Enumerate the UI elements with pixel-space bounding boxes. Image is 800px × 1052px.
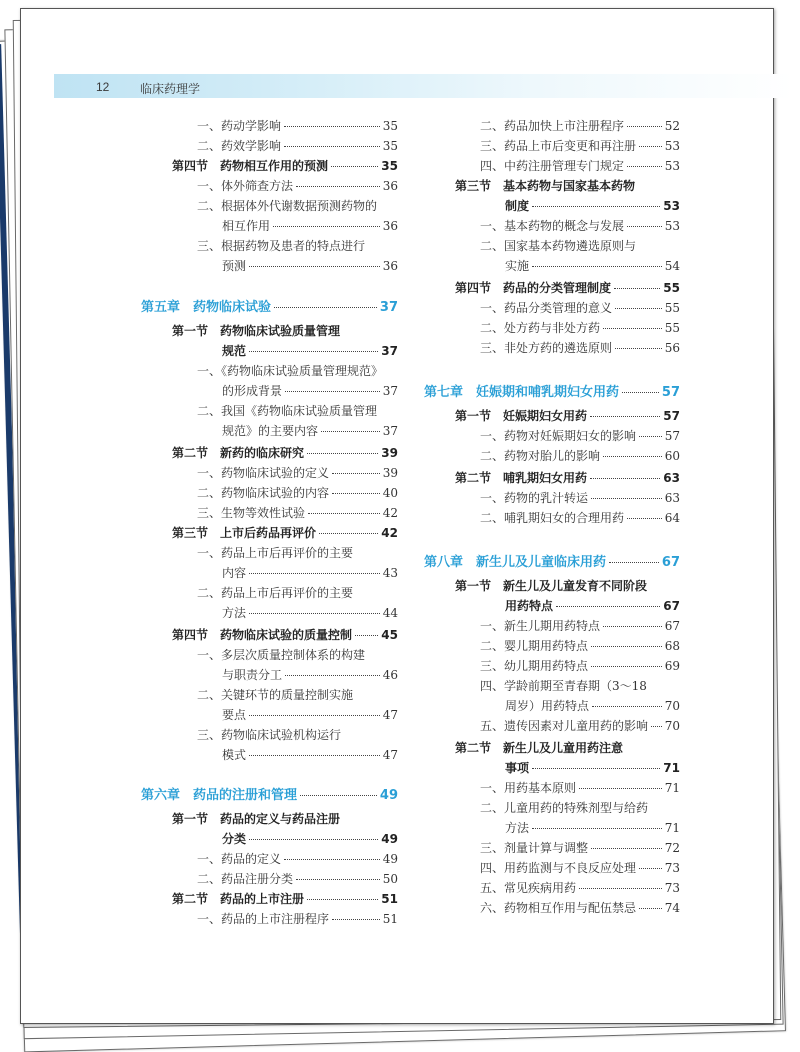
- toc-dot-leader: [592, 705, 662, 707]
- toc-entry-title: 第八章 新生儿及儿童临床用药: [424, 555, 607, 570]
- toc-dot-leader: [284, 858, 380, 860]
- toc-entry-title: 内容: [222, 566, 247, 580]
- toc-item-entry: [480, 511, 680, 525]
- toc-entry-title: 四、用药监测与不良反应处理: [480, 861, 637, 875]
- toc-dot-leader: [332, 472, 380, 474]
- toc-entry-title: 制度: [505, 199, 530, 213]
- toc-dot-leader: [300, 794, 377, 796]
- toc-item-entry: [480, 659, 680, 673]
- toc-item-entry: [480, 639, 680, 653]
- toc-item-entry: [197, 179, 398, 193]
- toc-section-entry: [172, 324, 340, 338]
- book-title: 临床药理学: [140, 82, 201, 96]
- toc-entry-title: 二、药品注册分类: [197, 872, 294, 886]
- toc-entry-title: 六、药物相互作用与配伍禁忌: [480, 901, 637, 915]
- toc-page-number: 71: [663, 761, 680, 775]
- toc-page-number: 42: [381, 526, 398, 540]
- toc-entry-title: 第四节 药物临床试验的质量控制: [172, 628, 353, 642]
- toc-dot-leader: [639, 867, 662, 869]
- toc-dot-leader: [590, 477, 660, 479]
- toc-dot-leader: [591, 847, 662, 849]
- toc-page-number: 53: [664, 159, 680, 173]
- toc-chapter-entry: [424, 556, 680, 570]
- toc-entry-title: 第五章 药物临床试验: [141, 300, 272, 315]
- toc-item-entry: [197, 364, 383, 378]
- toc-section-entry: [172, 159, 398, 173]
- toc-entry-title: 第二节 新生儿及儿童用药注意: [455, 741, 624, 755]
- toc-entry-title: 第一节 妊娠期妇女用药: [455, 409, 588, 423]
- toc-entry-title: 第一节 药品的定义与药品注册: [172, 812, 341, 826]
- toc-page-number: 67: [663, 599, 680, 613]
- toc-section-entry: [505, 599, 680, 613]
- toc-page-number: 63: [664, 491, 680, 505]
- toc-page-number: 43: [382, 566, 398, 580]
- toc-entry-title: 要点: [222, 708, 247, 722]
- toc-item-entry: [197, 648, 365, 662]
- toc-page-number: 68: [664, 639, 680, 653]
- toc-entry-title: 二、药物临床试验的内容: [197, 486, 330, 500]
- toc-entry-title: 五、遗传因素对儿童用药的影响: [480, 719, 649, 733]
- toc-entry-title: 二、药品加快上市注册程序: [480, 119, 625, 133]
- toc-entry-title: 二、我国《药物临床试验质量管理: [197, 404, 378, 418]
- toc-dot-leader: [274, 306, 377, 308]
- toc-page-number: 37: [379, 300, 398, 315]
- toc-page-number: 49: [382, 852, 398, 866]
- toc-entry-title: 三、幼儿期用药特点: [480, 659, 589, 673]
- toc-dot-leader: [332, 918, 380, 920]
- toc-item-entry: [480, 301, 680, 315]
- toc-item-entry: [197, 404, 377, 418]
- toc-page-number: 64: [664, 511, 680, 525]
- toc-dot-leader: [603, 327, 662, 329]
- toc-page-number: 44: [382, 606, 398, 620]
- toc-dot-leader: [651, 725, 662, 727]
- toc-item-entry: [480, 719, 680, 733]
- toc-page-number: 71: [664, 781, 680, 795]
- toc-page-number: 47: [382, 708, 398, 722]
- toc-dot-leader: [639, 435, 662, 437]
- toc-entry-title: 五、常见疾病用药: [480, 881, 577, 895]
- toc-item-entry: [197, 912, 398, 926]
- toc-dot-leader: [591, 497, 662, 499]
- toc-item-entry: [222, 708, 398, 722]
- toc-entry-title: 用药特点: [505, 599, 554, 613]
- toc-page-number: 49: [379, 788, 398, 803]
- toc-entry-title: 第二节 药品的上市注册: [172, 892, 305, 906]
- toc-dot-leader: [590, 415, 660, 417]
- toc-dot-leader: [249, 612, 380, 614]
- toc-item-entry: [480, 781, 680, 795]
- toc-item-entry: [505, 259, 680, 273]
- toc-entry-title: 第二节 哺乳期妇女用药: [455, 471, 588, 485]
- toc-page-number: 45: [381, 628, 398, 642]
- toc-item-entry: [197, 546, 353, 560]
- toc-entry-title: 方法: [222, 606, 247, 620]
- toc-section-entry: [505, 761, 680, 775]
- toc-item-entry: [197, 239, 365, 253]
- toc-page-number: 40: [382, 486, 398, 500]
- toc-item-entry: [480, 841, 680, 855]
- toc-entry-title: 第三节 上市后药品再评价: [172, 526, 317, 540]
- toc-entry-title: 一、药品上市后再评价的主要: [197, 546, 354, 560]
- toc-entry-title: 四、中药注册管理专门规定: [480, 159, 625, 173]
- toc-dot-leader: [249, 265, 380, 267]
- toc-item-entry: [480, 139, 680, 153]
- toc-page-number: 39: [382, 466, 398, 480]
- toc-chapter-entry: [141, 301, 398, 315]
- toc-dot-leader: [307, 898, 378, 900]
- toc-dot-leader: [532, 827, 662, 829]
- toc-entry-title: 的形成背景: [222, 384, 283, 398]
- toc-entry-title: 二、关键环节的质量控制实施: [197, 688, 354, 702]
- toc-entry-title: 第七章 妊娠期和哺乳期妇女用药: [424, 385, 620, 400]
- toc-page-number: 70: [664, 699, 680, 713]
- toc-entry-title: 一、体外筛查方法: [197, 179, 294, 193]
- toc-dot-leader: [556, 605, 660, 607]
- toc-item-entry: [197, 852, 398, 866]
- toc-dot-leader: [615, 307, 662, 309]
- toc-dot-leader: [296, 185, 380, 187]
- toc-item-entry: [222, 566, 398, 580]
- toc-item-entry: [480, 321, 680, 335]
- toc-section-entry: [222, 344, 398, 358]
- toc-entry-title: 三、剂量计算与调整: [480, 841, 589, 855]
- toc-item-entry: [480, 219, 680, 233]
- toc-entry-title: 一、新生儿期用药特点: [480, 619, 601, 633]
- toc-dot-leader: [627, 517, 662, 519]
- toc-page-number: 51: [382, 912, 398, 926]
- toc-entry-title: 周岁）用药特点: [505, 699, 590, 713]
- toc-entry-title: 三、非处方药的遴选原则: [480, 341, 613, 355]
- toc-page-number: 63: [663, 471, 680, 485]
- toc-dot-leader: [285, 674, 380, 676]
- toc-dot-leader: [296, 878, 380, 880]
- toc-page-number: 53: [664, 139, 680, 153]
- toc-page-number: 37: [382, 384, 398, 398]
- toc-page-number: 36: [382, 179, 398, 193]
- toc-section-entry: [455, 409, 680, 423]
- toc-page-number: 36: [382, 219, 398, 233]
- toc-entry-title: 相互作用: [222, 219, 271, 233]
- toc-entry-title: 一、药品分类管理的意义: [480, 301, 613, 315]
- toc-entry-title: 一、用药基本原则: [480, 781, 577, 795]
- toc-dot-leader: [249, 572, 380, 574]
- toc-entry-title: 模式: [222, 748, 247, 762]
- toc-entry-title: 三、生物等效性试验: [197, 506, 306, 520]
- toc-dot-leader: [285, 390, 380, 392]
- toc-dot-leader: [614, 287, 660, 289]
- toc-page-number: 39: [381, 446, 398, 460]
- toc-item-entry: [222, 668, 398, 682]
- toc-page-number: 71: [664, 821, 680, 835]
- toc-section-entry: [172, 892, 398, 906]
- toc-chapter-entry: [424, 386, 680, 400]
- toc-item-entry: [480, 679, 647, 693]
- toc-item-entry: [222, 424, 398, 438]
- toc-item-entry: [222, 219, 398, 233]
- toc-section-entry: [455, 471, 680, 485]
- toc-entry-title: 方法: [505, 821, 530, 835]
- toc-dot-leader: [591, 665, 662, 667]
- toc-page-number: 55: [664, 321, 680, 335]
- toc-entry-title: 与职责分工: [222, 668, 283, 682]
- toc-chapter-entry: [141, 789, 398, 803]
- toc-entry-title: 第六章 药品的注册和管理: [141, 788, 298, 803]
- toc-page-number: 47: [382, 748, 398, 762]
- toc-entry-title: 二、儿童用药的特殊剂型与给药: [480, 801, 649, 815]
- toc-dot-leader: [627, 225, 662, 227]
- toc-dot-leader: [355, 634, 378, 636]
- toc-item-entry: [222, 259, 398, 273]
- toc-entry-title: 第四节 药物相互作用的预测: [172, 159, 329, 173]
- toc-page-number: 73: [664, 881, 680, 895]
- toc-item-entry: [197, 586, 353, 600]
- toc-page-number: 55: [664, 301, 680, 315]
- toc-entry-title: 二、药物对胎儿的影响: [480, 449, 601, 463]
- toc-page-number: 57: [664, 429, 680, 443]
- toc-page-number: 60: [664, 449, 680, 463]
- toc-page-number: 55: [663, 281, 680, 295]
- toc-entry-title: 一、药物临床试验的定义: [197, 466, 330, 480]
- toc-item-entry: [480, 861, 680, 875]
- toc-item-entry: [480, 801, 648, 815]
- toc-entry-title: 三、药物临床试验机构运行: [197, 728, 342, 742]
- toc-page-number: 49: [381, 832, 398, 846]
- toc-page-number: 36: [382, 259, 398, 273]
- toc-dot-leader: [609, 561, 659, 563]
- toc-entry-title: 分类: [222, 832, 247, 846]
- toc-item-entry: [197, 486, 398, 500]
- toc-entry-title: 一、药动学影响: [197, 119, 282, 133]
- toc-page-number: 72: [664, 841, 680, 855]
- toc-dot-leader: [579, 887, 662, 889]
- toc-page-number: 37: [382, 424, 398, 438]
- toc-dot-leader: [591, 645, 662, 647]
- toc-entry-title: 二、国家基本药物遴选原则与: [480, 239, 637, 253]
- toc-dot-leader: [284, 125, 380, 127]
- toc-page-number: 50: [382, 872, 398, 886]
- toc-dot-leader: [532, 767, 660, 769]
- toc-dot-leader: [639, 145, 662, 147]
- toc-item-entry: [480, 449, 680, 463]
- toc-section-entry: [505, 199, 680, 213]
- toc-section-entry: [222, 832, 398, 846]
- toc-page-number: 51: [381, 892, 398, 906]
- toc-item-entry: [505, 821, 680, 835]
- toc-page-number: 74: [664, 901, 680, 915]
- toc-dot-leader: [622, 391, 659, 393]
- toc-item-entry: [505, 699, 680, 713]
- toc-dot-leader: [532, 205, 660, 207]
- toc-page-number: 67: [664, 619, 680, 633]
- toc-dot-leader: [321, 430, 380, 432]
- toc-entry-title: 第一节 新生儿及儿童发育不同阶段: [455, 579, 648, 593]
- toc-item-entry: [480, 429, 680, 443]
- toc-dot-leader: [627, 125, 662, 127]
- toc-entry-title: 一、《药物临床试验质量管理规范》: [197, 364, 384, 378]
- toc-page-number: 53: [664, 219, 680, 233]
- toc-page-number: 37: [381, 344, 398, 358]
- toc-dot-leader: [627, 165, 662, 167]
- toc-page-number: 53: [663, 199, 680, 213]
- toc-section-entry: [172, 446, 398, 460]
- toc-entry-title: 一、药物对妊娠期妇女的影响: [480, 429, 637, 443]
- toc-page-number: 35: [382, 119, 398, 133]
- toc-dot-leader: [249, 350, 378, 352]
- toc-page-number: 52: [664, 119, 680, 133]
- toc-entry-title: 二、婴儿期用药特点: [480, 639, 589, 653]
- toc-item-entry: [222, 606, 398, 620]
- toc-section-entry: [172, 526, 398, 540]
- toc-page-number: 73: [664, 861, 680, 875]
- toc-dot-leader: [284, 145, 380, 147]
- toc-dot-leader: [249, 754, 380, 756]
- toc-item-entry: [197, 872, 398, 886]
- toc-page-number: 56: [664, 341, 680, 355]
- toc-entry-title: 第三节 基本药物与国家基本药物: [455, 179, 636, 193]
- toc-dot-leader: [603, 625, 662, 627]
- toc-dot-leader: [308, 512, 380, 514]
- toc-entry-title: 一、药品的定义: [197, 852, 282, 866]
- toc-entry-title: 事项: [505, 761, 530, 775]
- toc-entry-title: 二、处方药与非处方药: [480, 321, 601, 335]
- toc-section-entry: [172, 628, 398, 642]
- toc-entry-title: 二、药效学影响: [197, 139, 282, 153]
- toc-page-number: 69: [664, 659, 680, 673]
- toc-item-entry: [197, 728, 341, 742]
- toc-entry-title: 规范: [222, 344, 247, 358]
- toc-page-number: 57: [663, 409, 680, 423]
- toc-entry-title: 第一节 药物临床试验质量管理: [172, 324, 341, 338]
- toc-entry-title: 一、药物的乳汁转运: [480, 491, 589, 505]
- page-number: 12: [96, 80, 110, 94]
- toc-dot-leader: [603, 455, 662, 457]
- toc-page-number: 70: [664, 719, 680, 733]
- toc-entry-title: 三、药品上市后变更和再注册: [480, 139, 637, 153]
- toc-dot-leader: [615, 347, 662, 349]
- toc-item-entry: [197, 506, 398, 520]
- toc-entry-title: 四、学龄前期至青春期（3～18: [480, 679, 647, 693]
- toc-item-entry: [480, 491, 680, 505]
- toc-section-entry: [455, 281, 680, 295]
- toc-entry-title: 三、根据药物及患者的特点进行: [197, 239, 366, 253]
- toc-entry-title: 一、多层次质量控制体系的构建: [197, 648, 366, 662]
- toc-item-entry: [197, 688, 353, 702]
- toc-entry-title: 第二节 新药的临床研究: [172, 446, 305, 460]
- toc-entry-title: 规范》的主要内容: [222, 424, 319, 438]
- toc-dot-leader: [579, 787, 662, 789]
- toc-section-entry: [455, 741, 623, 755]
- toc-page-number: 35: [382, 139, 398, 153]
- toc-item-entry: [480, 341, 680, 355]
- toc-page-number: 57: [661, 385, 680, 400]
- toc-dot-leader: [307, 452, 378, 454]
- toc-page-number: 67: [661, 555, 680, 570]
- toc-dot-leader: [249, 838, 378, 840]
- toc-item-entry: [480, 901, 680, 915]
- toc-dot-leader: [249, 714, 380, 716]
- toc-dot-leader: [332, 492, 380, 494]
- toc-page-number: 46: [382, 668, 398, 682]
- toc-dot-leader: [319, 532, 378, 534]
- toc-item-entry: [222, 384, 398, 398]
- toc-entry-title: 二、药品上市后再评价的主要: [197, 586, 354, 600]
- toc-entry-title: 预测: [222, 259, 247, 273]
- toc-item-entry: [480, 119, 680, 133]
- toc-section-entry: [172, 812, 340, 826]
- toc-item-entry: [480, 881, 680, 895]
- toc-entry-title: 第四节 药品的分类管理制度: [455, 281, 612, 295]
- toc-dot-leader: [273, 225, 380, 227]
- toc-section-entry: [455, 579, 647, 593]
- toc-entry-title: 一、药品的上市注册程序: [197, 912, 330, 926]
- toc-entry-title: 二、哺乳期妇女的合理用药: [480, 511, 625, 525]
- toc-entry-title: 二、根据体外代谢数据预测药物的: [197, 199, 378, 213]
- toc-item-entry: [197, 466, 398, 480]
- toc-page-number: 42: [382, 506, 398, 520]
- toc-item-entry: [480, 239, 636, 253]
- toc-dot-leader: [331, 165, 378, 167]
- toc-entry-title: 实施: [505, 259, 530, 273]
- toc-dot-leader: [532, 265, 662, 267]
- toc-item-entry: [197, 199, 377, 213]
- toc-section-entry: [455, 179, 635, 193]
- toc-item-entry: [222, 748, 398, 762]
- toc-item-entry: [480, 619, 680, 633]
- toc-item-entry: [197, 139, 398, 153]
- toc-item-entry: [480, 159, 680, 173]
- toc-page-number: 35: [381, 159, 398, 173]
- toc-entry-title: 一、基本药物的概念与发展: [480, 219, 625, 233]
- toc-item-entry: [197, 119, 398, 133]
- toc-page-number: 54: [664, 259, 680, 273]
- toc-dot-leader: [639, 907, 662, 909]
